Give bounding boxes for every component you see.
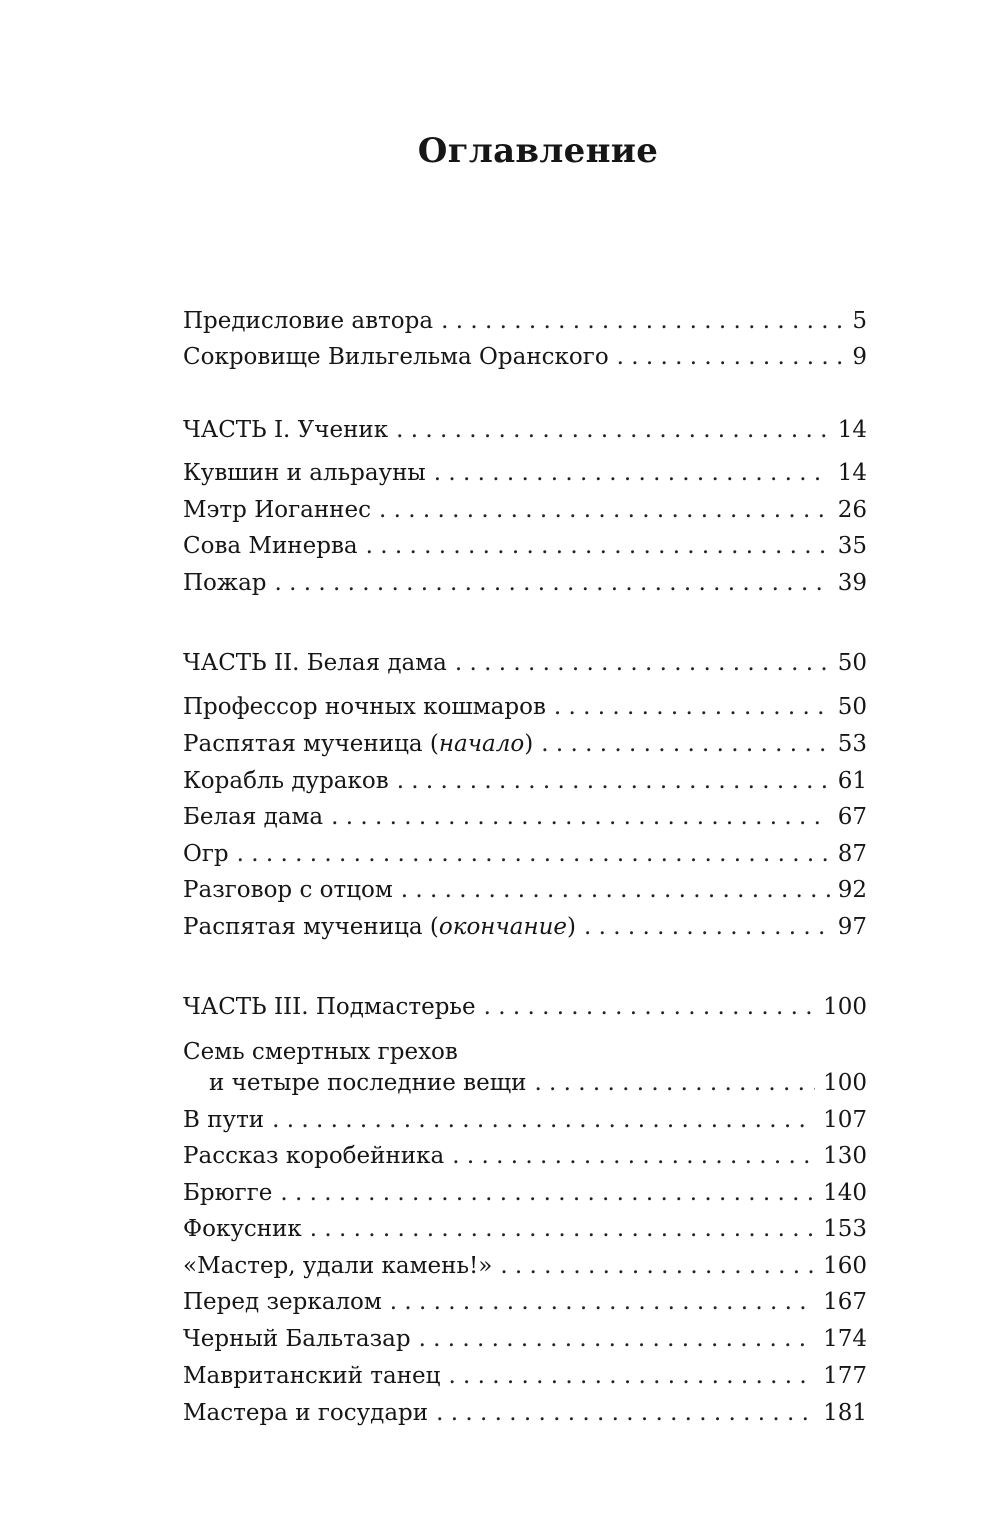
entry-label: Сова Минерва [183,533,358,559]
entry-page: 160 [823,1253,867,1279]
entry-label: Разговор с отцом [183,877,393,903]
dot-leader [541,729,830,759]
entry-page: 35 [837,533,867,559]
entry-page: 107 [823,1107,867,1133]
entry-label: Пожар [183,570,267,596]
entry-label: Распятая мученица (окончание) [183,914,577,940]
page-title: Оглавление [417,131,659,171]
entry-label: Белая дама [183,804,324,830]
dot-leader [584,912,830,942]
entry-label: Профессор ночных кошмаров [183,694,546,720]
entry-label: «Мастер, удали камень!» [183,1253,493,1279]
dot-leader [237,839,830,869]
entry-label: ЧАСТЬ II. Белая дама [183,650,447,676]
entry-label: Мэтр Иоганнес [183,497,372,523]
entry-label: ЧАСТЬ I. Ученик [183,417,389,443]
entry-page: 92 [837,877,867,903]
toc-entry[interactable] [183,1251,867,1281]
dot-leader [436,1398,815,1428]
dot-leader [331,802,830,832]
entry-page: 67 [837,804,867,830]
entry-page: 153 [823,1216,867,1242]
toc-entry[interactable] [183,1105,867,1135]
toc-entry[interactable] [183,766,867,796]
toc-entry[interactable] [183,1214,867,1244]
dot-leader [554,692,830,722]
toc-part-2-heading[interactable] [183,648,867,678]
dot-leader [280,1178,815,1208]
entry-label: Сокровище Вильгельма Оранского [183,344,609,370]
toc-entry[interactable] [183,1287,867,1317]
toc-entry[interactable] [183,1361,867,1391]
dot-leader [434,458,830,488]
dot-leader [275,568,830,598]
dot-leader [419,1324,816,1354]
entry-page: 61 [837,768,867,794]
entry-page: 177 [823,1363,867,1389]
entry-page: 53 [837,731,867,757]
entry-page: 167 [823,1289,867,1315]
entry-label: ЧАСТЬ III. Подмастерье [183,994,476,1020]
entry-label: Кувшин и альрауны [183,460,426,486]
entry-label: Фокусник [183,1216,302,1242]
dot-leader [617,342,845,372]
dot-leader [448,1361,815,1391]
entry-label: Черный Бальтазар [183,1326,411,1352]
entry-page: 14 [837,417,867,443]
entry-page: 130 [823,1143,867,1169]
toc-entry-treasure[interactable] [183,342,867,372]
entry-label: Корабль дураков [183,768,389,794]
entry-page: 97 [837,914,867,940]
toc-part-1-heading[interactable] [183,415,867,445]
entry-label: и четыре последние вещи [209,1070,527,1096]
entry-label: Брюгге [183,1180,273,1206]
toc-entry[interactable] [183,875,867,905]
entry-page: 100 [823,1070,867,1096]
toc-entry[interactable] [183,1398,867,1428]
toc-entry[interactable] [183,912,867,942]
entry-page: 50 [837,650,867,676]
dot-leader [484,992,816,1022]
dot-leader [534,1068,815,1098]
toc-entry[interactable] [183,802,867,832]
dot-leader [379,495,830,525]
dot-leader [272,1105,815,1135]
toc-entry-first-line: Семь смертных грехов [183,1039,458,1065]
toc-entry[interactable] [183,458,867,488]
entry-label: Перед зеркалом [183,1289,382,1315]
entry-page: 26 [837,497,867,523]
entry-page: 50 [837,694,867,720]
toc-entry[interactable] [183,1178,867,1208]
entry-page: 87 [837,841,867,867]
entry-page: 140 [823,1180,867,1206]
toc-entry[interactable] [183,568,867,598]
entry-page: 174 [823,1326,867,1352]
entry-page: 9 [852,344,867,370]
entry-label: Мастера и государи [183,1400,429,1426]
toc-entry[interactable] [183,839,867,869]
dot-leader [455,648,830,678]
dot-leader [452,1141,815,1171]
toc-entry[interactable] [183,495,867,525]
dot-leader [500,1251,815,1281]
entry-label: Рассказ коробейника [183,1143,445,1169]
toc-part-3-heading[interactable] [183,992,867,1022]
dot-leader [441,306,844,336]
dot-leader [396,415,830,445]
entry-label: В пути [183,1107,265,1133]
toc-entry[interactable] [183,1324,867,1354]
dot-leader [366,531,830,561]
dot-leader [397,766,830,796]
dot-leader [390,1287,815,1317]
entry-page: 181 [823,1400,867,1426]
entry-page: 5 [852,308,867,334]
dot-leader [401,875,830,905]
toc-entry[interactable] [183,531,867,561]
entry-page: 14 [837,460,867,486]
toc-entry[interactable] [183,729,867,759]
entry-page: 100 [823,994,867,1020]
entry-page: 39 [837,570,867,596]
entry-label: Мавританский танец [183,1363,441,1389]
toc-entry[interactable] [183,692,867,722]
entry-label: Огр [183,841,229,867]
dot-leader [310,1214,815,1244]
toc-entry-preface[interactable] [183,306,867,336]
entry-label: Предисловие автора [183,308,434,334]
toc-entry[interactable] [209,1068,867,1098]
entry-label: Распятая мученица (начало) [183,731,534,757]
toc-entry[interactable] [183,1141,867,1171]
